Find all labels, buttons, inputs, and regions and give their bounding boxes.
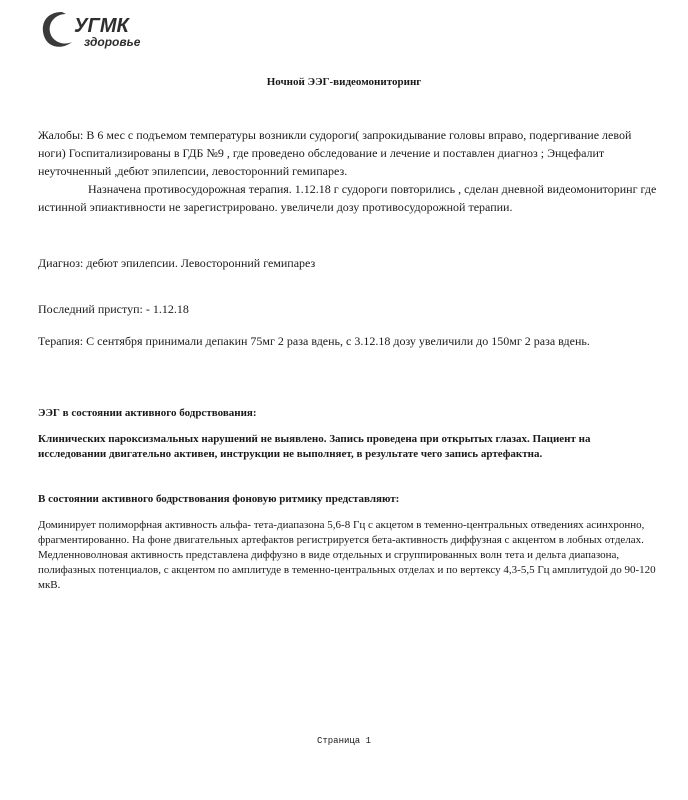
document-title: Ночной ЭЭГ-видеомониторинг: [266, 76, 422, 88]
complaints-text: Жалобы: В 6 мес с подъемом температуры возникли судороги( запрокидывание головы вправо, подергивание левой ноги) Госпитализированы в ГДБ №9 , где проведено обследование и лечение и поставлен диагноз ; Энцефалит неуточненный ,дебют эпилепсии, левосторонний гемипарез.: [38, 128, 632, 178]
diagnosis: Диагноз: дебют эпилепсии. Левосторонний гемипарез: [38, 256, 316, 270]
background-description: Доминирует полиморфная активность альфа- тета-диапазона 5,6-8 Гц с акцетом в теменно-центральных отведениях асинхронно, фрагментированно. На фоне двигательных артефактов регистрируется бета-активность диффузная с акцентом в лобных отделах. Медленноволновая активность представлена диффузно в виде отдельных и сгруппированных волн тета и дельта диапазона, полифазных потенциалов, с акцентом по амплитуде в теменно-центральных отделах и по вертексу 4,3-5,5 Гц амплитудой до 90-120 мкВ.: [38, 519, 656, 591]
clinic-logo: [36, 6, 186, 54]
complaints-section: [38, 126, 658, 216]
svg-text:УГМК: УГМК: [74, 15, 129, 37]
therapy: Терапия: С сентября принимали депакин 75мг 2 раза вдень, с 3.12.18 дозу увеличили до 150мг 2 раза вдень.: [38, 334, 590, 348]
eeg-heading: ЭЭГ в состоянии активного бодрствования:: [38, 407, 257, 419]
treatment-text: Назначена противосудорожная терапия. 1.12.18 г судороги повторились , сделан дневной видеомониторинг где истинной эпиактивности не зарегистрировано. увеличели дозу противосудорожной терапии.: [38, 182, 657, 214]
svg-text:здоровье: здоровье: [84, 35, 141, 49]
background-heading: В состоянии активного бодрствования фоновую ритмику представляют:: [38, 493, 400, 505]
clinical-findings: Клинических пароксизмальных нарушений не выявлено. Запись проведена при открытых глазах. Пациент на исследовании двигательно активен, инструкции не выполняет, в результате чего запись артефактна.: [38, 433, 591, 460]
last-attack: Последний приступ: - 1.12.18: [38, 302, 189, 316]
page-number: Страница 1: [316, 736, 371, 746]
